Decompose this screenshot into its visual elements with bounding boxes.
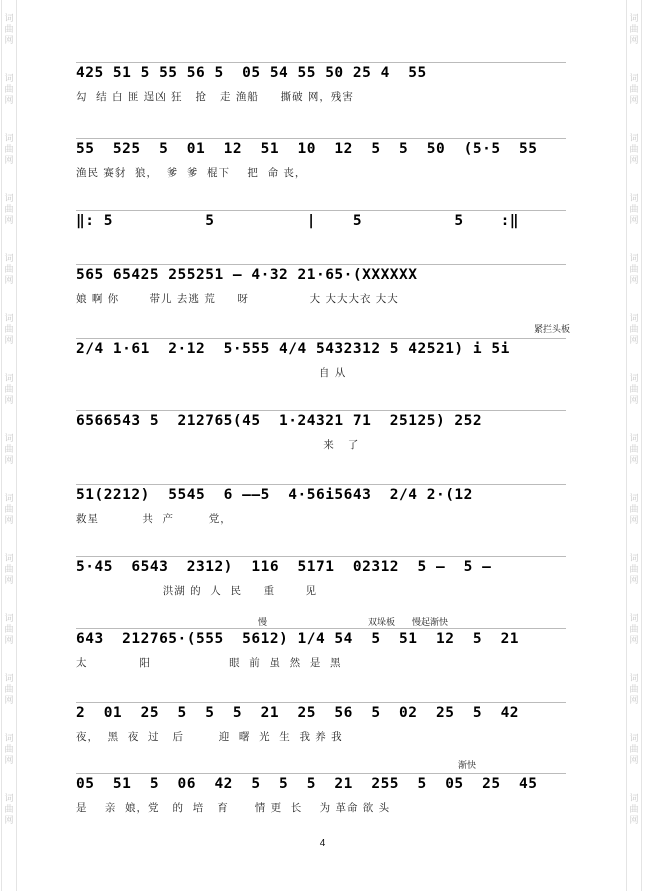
lyrics-line: 娘 啊 你 带儿 去逃 荒 呀 大 大大大衣 大大 (76, 293, 399, 305)
score-system-8 (76, 556, 566, 598)
tempo-mark: 慢 (258, 618, 268, 628)
watermark-left (1, 0, 17, 891)
watermark-text: 词 曲 网 (4, 14, 14, 46)
notation-line: 55 525 5 01 12 51 10 12 5 5 50 (5·5 55 (76, 138, 566, 157)
lyrics-line: 救星 共 产 党， (76, 513, 232, 525)
watermark-text: 词 曲 网 (4, 614, 14, 646)
watermark-text: 词 曲 网 (4, 674, 14, 706)
tempo-mark: 双垛板 (368, 618, 396, 628)
watermark-text: 词 曲 网 (4, 494, 14, 526)
notation-line: 05 51 5 06 42 5 5 5 21 255 5 05 25 45 (76, 773, 566, 792)
notation-line: 5·45 6543 2312) 116 5171 02312 5 — 5 — (76, 556, 566, 575)
watermark-text: 词 曲 网 (4, 794, 14, 826)
lyrics-line: 来 了 (76, 439, 360, 451)
notation-line: 51(2212) 5545 6 ——5 4·56i5643 2/4 2·(12 (76, 484, 566, 503)
score-system-10 (76, 702, 566, 744)
notation-line: 2 01 25 5 5 5 21 25 56 5 02 25 5 42 (76, 702, 566, 721)
tempo-mark: 慢起渐快 (412, 618, 449, 628)
lyrics-line: 洪湖 的 人 民 重 见 (76, 585, 317, 597)
lyrics-line: 夜， 黑 夜 过 后 迎 曙 光 生 我 养 我 (76, 731, 343, 743)
score-system-3 (76, 210, 566, 237)
watermark-right (626, 0, 642, 891)
tempo-mark: 紧拦头板 (534, 325, 571, 335)
lyrics-line: 是 亲 娘，党 的 培 育 情 更 长 为 革命 欲 头 (76, 802, 391, 814)
watermark-text: 词 曲 网 (629, 674, 639, 706)
watermark-text: 词 曲 网 (629, 74, 639, 106)
watermark-text: 词 曲 网 (629, 794, 639, 826)
watermark-text: 词 曲 网 (629, 614, 639, 646)
score-system-5 (76, 338, 566, 380)
notation-line: ‖: 5 5 | 5 5 :‖ (76, 210, 566, 229)
score-system-2 (76, 138, 566, 180)
score-system-7 (76, 484, 566, 526)
watermark-text: 词 曲 网 (629, 494, 639, 526)
watermark-text: 词 曲 网 (629, 194, 639, 226)
notation-line: 425 51 5 55 56 5 05 54 55 50 25 4 55 (76, 62, 566, 81)
watermark-text: 词 曲 网 (629, 254, 639, 286)
lyrics-line: 自 从 (76, 367, 347, 379)
notation-line: 6566543 5 212765(45 1·24321 71 25125) 252 (76, 410, 566, 429)
watermark-text: 词 曲 网 (629, 554, 639, 586)
page-number: 4 (319, 838, 326, 849)
watermark-text: 词 曲 网 (4, 734, 14, 766)
watermark-text: 词 曲 网 (4, 554, 14, 586)
watermark-text: 词 曲 网 (4, 74, 14, 106)
score-system-1 (76, 62, 566, 104)
lyrics-line: 渔民 赛豺 狼， 爹 爹 棍下 把 命 丧， (76, 167, 307, 179)
watermark-text: 词 曲 网 (4, 314, 14, 346)
lyrics-line: 勾 结 白 匪 逞凶 狂 抢 走 渔船 撕破 网，残害 (76, 91, 354, 103)
watermark-text: 词 曲 网 (4, 134, 14, 166)
notation-line: 565 65425 255251 — 4·32 21·65·(XXXXXX (76, 264, 566, 283)
watermark-text: 词 曲 网 (4, 254, 14, 286)
score-system-4 (76, 264, 566, 306)
watermark-text: 词 曲 网 (629, 374, 639, 406)
watermark-text: 词 曲 网 (4, 194, 14, 226)
tempo-mark: 渐快 (458, 761, 477, 771)
watermark-text: 词 曲 网 (4, 434, 14, 466)
watermark-text: 词 曲 网 (629, 734, 639, 766)
score-system-9 (76, 628, 566, 670)
watermark-text: 词 曲 网 (4, 374, 14, 406)
watermark-text: 词 曲 网 (629, 134, 639, 166)
notation-line: 2/4 1·61 2·12 5·555 4/4 5432312 5 42521) i 5i (76, 338, 566, 357)
watermark-text: 词 曲 网 (629, 314, 639, 346)
score-system-11 (76, 773, 566, 815)
watermark-text: 词 曲 网 (629, 14, 639, 46)
notation-line: 643 212765·(555 5612) 1/4 54 5 51 12 5 21 (76, 628, 566, 647)
score-system-6 (76, 410, 566, 452)
lyrics-line: 太 阳 眼 前 虽 然 是 黑 (76, 657, 342, 669)
watermark-text: 词 曲 网 (629, 434, 639, 466)
